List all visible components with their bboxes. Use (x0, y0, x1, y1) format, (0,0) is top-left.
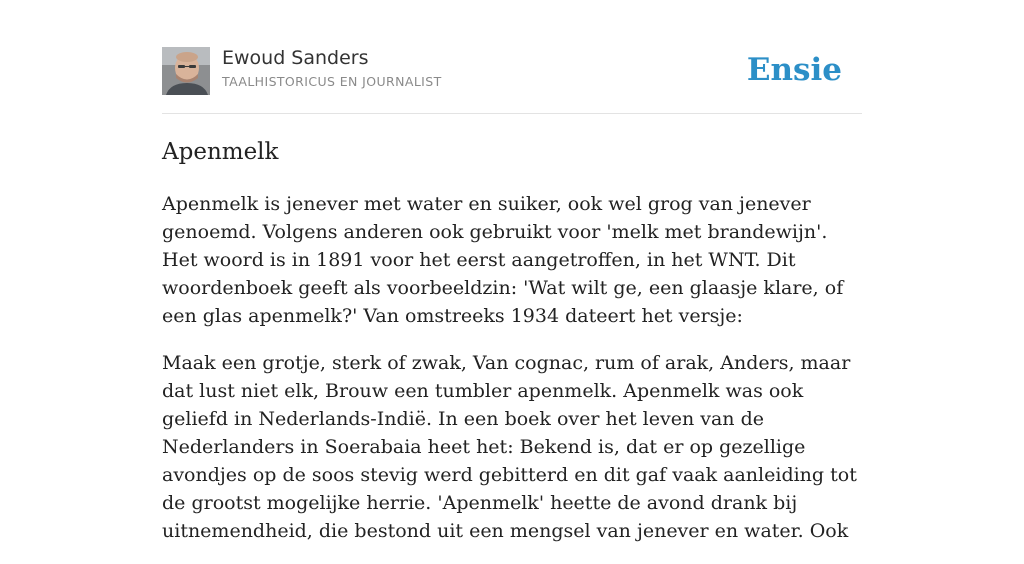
author-header (162, 46, 862, 96)
author-photo-icon (162, 47, 210, 95)
article-paragraph: Maak een grotje, sterk of zwak, Van cognac, rum of arak, Anders, maar dat lust niet elk, Brouw een tumbler apenmelk. Apenmelk was ook geliefd in Nederlands-Indië. In een boek over het leven van de Nederlanders in Soerabaia heet het: Bekend is, dat er op gezellige avondjes op de soos stevig werd gebitterd en dit gaf vaak aanleiding tot de grootst mogelijke herrie. 'Apenmelk' heette de avond drank bij uitnemendheid, die bestond uit een mengsel van jenever en water. Ook (162, 352, 857, 542)
author-role: TAALHISTORICUS EN JOURNALIST (222, 74, 442, 89)
brand-logo[interactable]: Ensie (746, 52, 842, 88)
author-name[interactable]: Ewoud Sanders (222, 47, 369, 69)
avatar[interactable] (162, 47, 210, 95)
article-paragraph: Apenmelk is jenever met water en suiker, ook wel grog van jenever genoemd. Volgens anderen ook gebruikt voor 'melk met brandewijn'. Het woord is in 1891 voor het eerst aangetroffen, in het WNT. Dit woordenboek geeft als voorbeeldzin: 'Wat wilt ge, een glaasje klare, of een glas apenmelk?' Van omstreeks 1934 dateert het versje: (162, 193, 844, 327)
article-body (162, 190, 862, 564)
article-title: Apenmelk (162, 139, 279, 165)
header-divider (162, 113, 862, 114)
